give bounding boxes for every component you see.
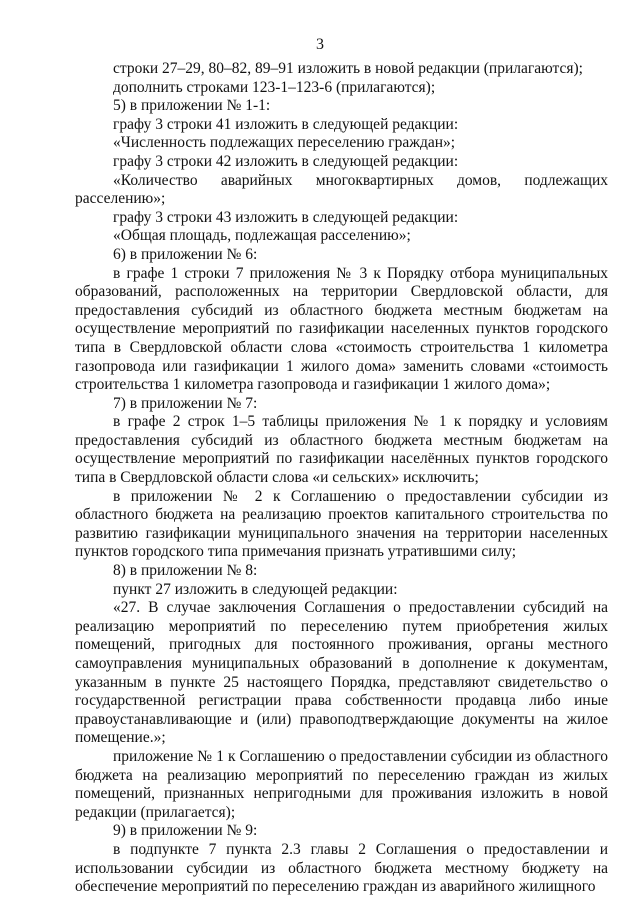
paragraph: в приложении № 2 к Соглашению о предоставлении субсидии из областного бюджета на реализацию проектов капитального строительства по развитию газификации муниципального значения на территории населенных пунктов городского типа примечания признать утратившими силу; xyxy=(75,487,608,561)
paragraph: «Общая площадь, подлежащая расселению»; xyxy=(113,227,411,245)
paragraph: «Количество аварийных многоквартирных домов, подлежащих расселению»; xyxy=(75,171,608,208)
paragraph: в подпункте 7 пункта 2.3 главы 2 Соглашения о предоставлении и использовании субсидии из областного бюджета местному бюджету на обеспечение мероприятий по переселению граждан из аварийного жилищного xyxy=(75,840,608,896)
paragraph: строки 27–29, 80–82, 89–91 изложить в новой редакции (прилагаются); xyxy=(113,60,583,77)
paragraph: в графе 1 строки 7 приложения № 3 к Порядку отбора муниципальных образований, расположенных на территории Свердловской области, для предоставления субсидий из областного бюджета местным бюджетам на осуществление мероприятий по газификации населенных пунктов городского типа в Свердловской области слова «стоимость строительства 1 километра газопровода или газификации 1 жилого дома» заменить словами «стоимость строительства 1 километра газопровода и газификации 1 жилого дома»; xyxy=(75,264,608,394)
paragraph: 6) в приложении № 6: xyxy=(113,245,258,263)
page-number: 3 xyxy=(316,36,324,53)
paragraph: графу 3 строки 41 изложить в следующей редакции: xyxy=(113,115,459,133)
paragraph: приложение № 1 к Соглашению о предоставлении субсидии из областного бюджета на реализацию мероприятий по переселению граждан из жилых помещений, признанных непригодными для проживания изложить в новой редакции (прилагается); xyxy=(75,747,608,821)
paragraph: графу 3 строки 43 изложить в следующей редакции: xyxy=(113,208,459,226)
paragraph: дополнить строками 123-1–123-6 (прилагаются); xyxy=(113,78,436,96)
paragraph: пункт 27 изложить в следующей редакции: xyxy=(113,580,398,598)
paragraph: «Численность подлежащих переселению граждан»; xyxy=(113,134,456,152)
paragraph: 5) в приложении № 1-1: xyxy=(113,97,271,115)
paragraph: графу 3 строки 42 изложить в следующей редакции: xyxy=(113,152,459,170)
paragraph: 7) в приложении № 7: xyxy=(113,394,258,412)
paragraph: в графе 2 строк 1–5 таблицы приложения № 1 к порядку и условиям предоставления субсидий из областного бюджета местным бюджетам на осуществление мероприятий по газификации населённых пунктов городского типа в Свердловской области слова «и сельских» исключить; xyxy=(75,413,608,487)
paragraph: 8) в приложении № 8: xyxy=(113,562,258,580)
paragraph: 9) в приложении № 9: xyxy=(113,822,258,840)
paragraph: «27. В случае заключения Соглашения о предоставлении субсидий на реализацию мероприятий по переселению путем приобретения жилых помещений, пригодных для постоянного проживания, органы местного самоуправления муниципальных образований в дополнение к документам, указанным в пункте 25 настоящего Порядка, представляют свидетельство о государственной регистрации права собственности продавца либо иные правоустанавливающие и (или) правоподтверждающие документы на жилое помещение.»; xyxy=(75,599,608,747)
document-body xyxy=(75,60,608,897)
